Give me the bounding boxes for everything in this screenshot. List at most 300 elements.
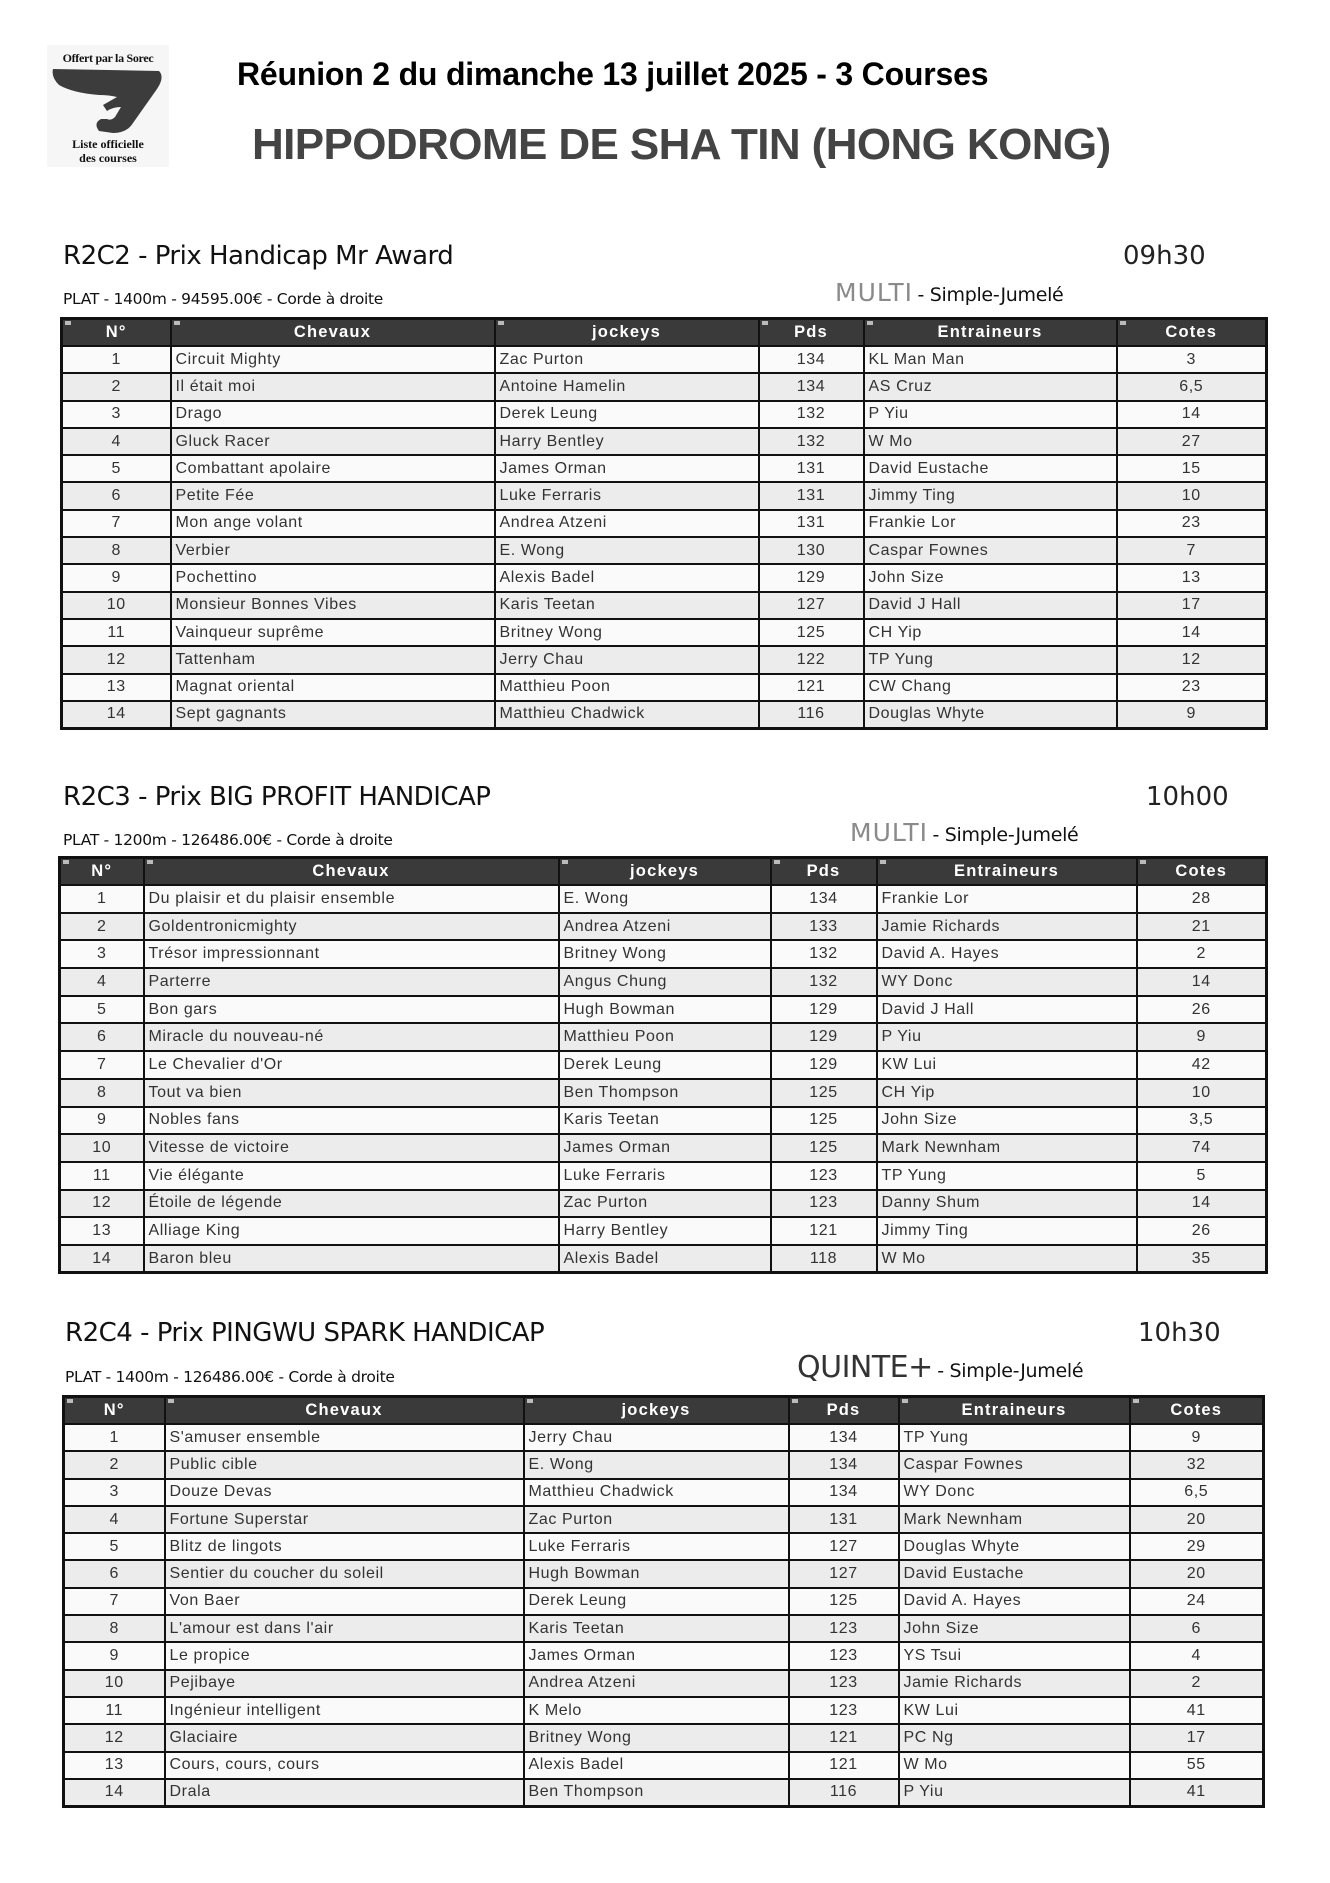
cell-horse: Cours, cours, cours [165, 1752, 524, 1779]
venue-title: HIPPODROME DE SHA TIN (HONG KONG) [252, 120, 1111, 169]
column-header-label: jockeys [621, 1401, 691, 1419]
table-row [60, 996, 1267, 1024]
table-row [64, 1752, 1264, 1779]
cell-jockey: Harry Bentley [559, 1217, 771, 1245]
cell-weight: 132 [759, 401, 864, 428]
runners-table [58, 856, 1268, 1274]
cell-weight: 132 [771, 968, 877, 996]
table-row [60, 1190, 1267, 1218]
cell-odds: 6 [1130, 1615, 1264, 1642]
cell-weight: 127 [789, 1560, 899, 1587]
cell-trainer: Jamie Richards [899, 1670, 1130, 1697]
cell-jockey: James Orman [495, 455, 759, 482]
cell-weight: 127 [789, 1533, 899, 1560]
cell-number: 8 [60, 1079, 144, 1107]
column-header-odds[interactable] [1130, 1397, 1264, 1425]
table-row [62, 701, 1267, 728]
filter-arrow-icon[interactable] [792, 1399, 798, 1403]
table-row [64, 1779, 1264, 1806]
cell-horse: Circuit Mighty [171, 346, 495, 373]
cell-number: 9 [62, 564, 171, 591]
column-header-odds[interactable] [1137, 858, 1267, 886]
cell-trainer: CH Yip [864, 619, 1117, 646]
filter-arrow-icon[interactable] [867, 321, 873, 325]
cell-jockey: Matthieu Poon [495, 674, 759, 701]
table-row [60, 885, 1267, 913]
cell-weight: 130 [759, 537, 864, 564]
column-header-label: Chevaux [312, 862, 390, 880]
cell-odds: 17 [1117, 592, 1267, 619]
cell-odds: 9 [1137, 1023, 1267, 1051]
cell-odds: 13 [1117, 564, 1267, 591]
cell-jockey: Luke Ferraris [524, 1533, 789, 1560]
bet-type: QUINTE+ [797, 1350, 933, 1385]
cell-horse: Drala [165, 1779, 524, 1806]
bet-subtypes: - Simple-Jumelé [932, 824, 1079, 846]
filter-arrow-icon[interactable] [880, 860, 886, 864]
cell-number: 12 [60, 1190, 144, 1218]
column-header-number[interactable] [62, 319, 171, 347]
cell-weight: 125 [789, 1588, 899, 1615]
cell-number: 1 [64, 1424, 165, 1451]
cell-jockey: Angus Chung [559, 968, 771, 996]
filter-arrow-icon[interactable] [527, 1399, 533, 1403]
column-header-label: Entraineurs [954, 862, 1059, 880]
cell-odds: 12 [1117, 646, 1267, 673]
cell-number: 10 [62, 592, 171, 619]
cell-weight: 123 [789, 1615, 899, 1642]
cell-trainer: KW Lui [877, 1051, 1137, 1079]
cell-weight: 134 [759, 346, 864, 373]
column-header-number[interactable] [64, 1397, 165, 1425]
column-header-label: Pds [806, 862, 841, 880]
filter-arrow-icon[interactable] [168, 1399, 174, 1403]
table-row [62, 401, 1267, 428]
cell-horse: S'amuser ensemble [165, 1424, 524, 1451]
cell-weight: 134 [789, 1451, 899, 1478]
table-row [64, 1670, 1264, 1697]
cell-horse: Baron bleu [144, 1245, 559, 1273]
cell-trainer: WY Donc [899, 1479, 1130, 1506]
cell-trainer: David Eustache [899, 1560, 1130, 1587]
cell-horse: Vitesse de victoire [144, 1134, 559, 1162]
cell-weight: 121 [759, 674, 864, 701]
cell-number: 4 [64, 1506, 165, 1533]
cell-horse: Goldentronicmighty [144, 913, 559, 941]
table-row [60, 968, 1267, 996]
cell-weight: 125 [771, 1107, 877, 1135]
cell-number: 13 [64, 1752, 165, 1779]
filter-arrow-icon[interactable] [174, 321, 180, 325]
cell-number: 4 [62, 428, 171, 455]
cell-jockey: Ben Thompson [559, 1079, 771, 1107]
cell-weight: 129 [771, 1023, 877, 1051]
table-row [62, 592, 1267, 619]
cell-jockey: Britney Wong [559, 940, 771, 968]
cell-odds: 23 [1117, 674, 1267, 701]
cell-number: 9 [60, 1107, 144, 1135]
cell-trainer: David A. Hayes [877, 940, 1137, 968]
cell-number: 6 [64, 1560, 165, 1587]
cell-horse: Monsieur Bonnes Vibes [171, 592, 495, 619]
cell-number: 14 [60, 1245, 144, 1273]
cell-jockey: Jerry Chau [495, 646, 759, 673]
cell-weight: 122 [759, 646, 864, 673]
cell-weight: 134 [759, 373, 864, 400]
cell-number: 2 [64, 1451, 165, 1478]
cell-weight: 116 [789, 1779, 899, 1806]
cell-odds: 21 [1137, 913, 1267, 941]
cell-jockey: E. Wong [495, 537, 759, 564]
column-header-horse[interactable] [171, 319, 495, 347]
cell-number: 7 [62, 510, 171, 537]
table-row [64, 1615, 1264, 1642]
cell-jockey: Matthieu Chadwick [524, 1479, 789, 1506]
cell-horse: Étoile de légende [144, 1190, 559, 1218]
cell-odds: 17 [1130, 1724, 1264, 1751]
cell-number: 12 [62, 646, 171, 673]
table-row [62, 455, 1267, 482]
cell-weight: 118 [771, 1245, 877, 1273]
race-details: PLAT - 1400m - 126486.00€ - Corde à droite [65, 1368, 395, 1386]
cell-trainer: Douglas Whyte [864, 701, 1117, 728]
filter-arrow-icon[interactable] [1140, 860, 1146, 864]
race-time: 09h30 [1123, 241, 1206, 271]
table-row [64, 1479, 1264, 1506]
cell-jockey: Andrea Atzeni [524, 1670, 789, 1697]
cell-weight: 116 [759, 701, 864, 728]
column-header-label: jockeys [630, 862, 699, 880]
cell-trainer: David A. Hayes [899, 1588, 1130, 1615]
cell-trainer: Mark Newnham [899, 1506, 1130, 1533]
cell-odds: 14 [1117, 619, 1267, 646]
cell-horse: Le propice [165, 1642, 524, 1669]
cell-trainer: Frankie Lor [864, 510, 1117, 537]
cell-jockey: Luke Ferraris [495, 482, 759, 509]
cell-horse: Sentier du coucher du soleil [165, 1560, 524, 1587]
cell-number: 6 [60, 1023, 144, 1051]
bet-type: MULTI [835, 278, 913, 307]
table-row [60, 1023, 1267, 1051]
cell-jockey: Hugh Bowman [559, 996, 771, 1024]
cell-weight: 134 [789, 1479, 899, 1506]
filter-arrow-icon[interactable] [498, 321, 504, 325]
cell-trainer: P Yiu [899, 1779, 1130, 1806]
cell-jockey: Alexis Badel [495, 564, 759, 591]
column-header-weight[interactable] [789, 1397, 899, 1425]
cell-trainer: John Size [899, 1615, 1130, 1642]
cell-trainer: Danny Shum [877, 1190, 1137, 1218]
cell-number: 2 [62, 373, 171, 400]
cell-jockey: Karis Teetan [559, 1107, 771, 1135]
cell-number: 13 [60, 1217, 144, 1245]
cell-odds: 26 [1137, 1217, 1267, 1245]
table-row [62, 428, 1267, 455]
cell-jockey: Karis Teetan [495, 592, 759, 619]
column-header-trainer[interactable] [877, 858, 1137, 886]
cell-horse: Gluck Racer [171, 428, 495, 455]
cell-jockey: Matthieu Chadwick [495, 701, 759, 728]
table-row [60, 1107, 1267, 1135]
cell-horse: Tout va bien [144, 1079, 559, 1107]
column-header-label: Chevaux [305, 1401, 383, 1419]
cell-weight: 131 [759, 455, 864, 482]
cell-trainer: W Mo [899, 1752, 1130, 1779]
race-title: R2C4 - Prix PINGWU SPARK HANDICAP [65, 1318, 545, 1348]
cell-odds: 6,5 [1117, 373, 1267, 400]
cell-odds: 3,5 [1137, 1107, 1267, 1135]
column-header-label: Pds [826, 1401, 861, 1419]
cell-number: 10 [64, 1670, 165, 1697]
filter-arrow-icon[interactable] [65, 321, 71, 325]
column-header-label: Pds [794, 323, 828, 341]
table-row [64, 1642, 1264, 1669]
cell-odds: 55 [1130, 1752, 1264, 1779]
cell-odds: 7 [1117, 537, 1267, 564]
cell-number: 6 [62, 482, 171, 509]
cell-weight: 131 [759, 510, 864, 537]
column-header-weight[interactable] [771, 858, 877, 886]
cell-weight: 123 [771, 1190, 877, 1218]
runners-table [62, 1395, 1265, 1808]
cell-odds: 15 [1117, 455, 1267, 482]
cell-trainer: CH Yip [877, 1079, 1137, 1107]
cell-odds: 26 [1137, 996, 1267, 1024]
cell-weight: 132 [759, 428, 864, 455]
cell-weight: 123 [771, 1162, 877, 1190]
cell-number: 3 [62, 401, 171, 428]
table-row [62, 619, 1267, 646]
cell-number: 11 [64, 1697, 165, 1724]
cell-number: 4 [60, 968, 144, 996]
cell-weight: 127 [759, 592, 864, 619]
table-header-row [60, 858, 1267, 886]
cell-horse: Vie élégante [144, 1162, 559, 1190]
filter-arrow-icon[interactable] [562, 860, 568, 864]
filter-arrow-icon[interactable] [63, 860, 69, 864]
cell-horse: Public cible [165, 1451, 524, 1478]
bet-info [797, 1350, 1083, 1385]
table-row [62, 646, 1267, 673]
cell-number: 13 [62, 674, 171, 701]
column-header-weight[interactable] [759, 319, 864, 347]
cell-trainer: W Mo [877, 1245, 1137, 1273]
cell-odds: 41 [1130, 1697, 1264, 1724]
race-title: R2C3 - Prix BIG PROFIT HANDICAP [63, 782, 491, 812]
cell-odds: 10 [1137, 1079, 1267, 1107]
cell-odds: 6,5 [1130, 1479, 1264, 1506]
filter-arrow-icon[interactable] [1133, 1399, 1139, 1403]
cell-number: 9 [64, 1642, 165, 1669]
column-header-label: jockeys [592, 323, 661, 341]
cell-trainer: W Mo [864, 428, 1117, 455]
cell-weight: 125 [771, 1079, 877, 1107]
table-row [60, 913, 1267, 941]
cell-jockey: James Orman [524, 1642, 789, 1669]
cell-jockey: Andrea Atzeni [495, 510, 759, 537]
table-row [64, 1560, 1264, 1587]
table-header-row [64, 1397, 1264, 1425]
cell-number: 1 [62, 346, 171, 373]
column-header-jockey[interactable] [524, 1397, 789, 1425]
cell-trainer: Jimmy Ting [877, 1217, 1137, 1245]
column-header-trainer[interactable] [899, 1397, 1130, 1425]
cell-weight: 125 [759, 619, 864, 646]
column-header-label: Entraineurs [937, 323, 1043, 341]
cell-odds: 20 [1130, 1560, 1264, 1587]
cell-weight: 131 [759, 482, 864, 509]
table-row [62, 373, 1267, 400]
cell-horse: Fortune Superstar [165, 1506, 524, 1533]
cell-horse: Pejibaye [165, 1670, 524, 1697]
race-details: PLAT - 1200m - 126486.00€ - Corde à droite [63, 831, 393, 849]
cell-horse: Douze Devas [165, 1479, 524, 1506]
column-header-number[interactable] [60, 858, 144, 886]
cell-odds: 20 [1130, 1506, 1264, 1533]
cell-weight: 131 [789, 1506, 899, 1533]
column-header-label: Cotes [1175, 862, 1228, 880]
table-row [60, 1134, 1267, 1162]
cell-number: 12 [64, 1724, 165, 1751]
filter-arrow-icon[interactable] [774, 860, 780, 864]
column-header-trainer[interactable] [864, 319, 1117, 347]
cell-trainer: TP Yung [864, 646, 1117, 673]
cell-trainer: Jimmy Ting [864, 482, 1117, 509]
cell-trainer: KW Lui [899, 1697, 1130, 1724]
column-header-jockey[interactable] [559, 858, 771, 886]
cell-number: 14 [64, 1779, 165, 1806]
cell-weight: 121 [789, 1752, 899, 1779]
logo-bottom-line-2: des courses [79, 151, 137, 165]
cell-number: 5 [60, 996, 144, 1024]
cell-odds: 24 [1130, 1588, 1264, 1615]
filter-arrow-icon[interactable] [1120, 321, 1126, 325]
cell-odds: 29 [1130, 1533, 1264, 1560]
table-row [64, 1588, 1264, 1615]
table-row [62, 510, 1267, 537]
cell-jockey: Antoine Hamelin [495, 373, 759, 400]
bet-subtypes: - Simple-Jumelé [937, 1360, 1084, 1382]
cell-trainer: Mark Newnham [877, 1134, 1137, 1162]
cell-trainer: PC Ng [899, 1724, 1130, 1751]
cell-jockey: Karis Teetan [524, 1615, 789, 1642]
bet-subtypes: - Simple-Jumelé [917, 284, 1064, 306]
cell-trainer: WY Donc [877, 968, 1137, 996]
race-time: 10h00 [1146, 782, 1229, 812]
cell-jockey: Harry Bentley [495, 428, 759, 455]
race-title: R2C2 - Prix Handicap Mr Award [63, 241, 454, 271]
table-row [60, 1051, 1267, 1079]
cell-trainer: KL Man Man [864, 346, 1117, 373]
table-row [62, 564, 1267, 591]
table-row [62, 537, 1267, 564]
filter-arrow-icon[interactable] [67, 1399, 73, 1403]
cell-weight: 121 [771, 1217, 877, 1245]
cell-number: 7 [60, 1051, 144, 1079]
cell-jockey: E. Wong [559, 885, 771, 913]
cell-trainer: David J Hall [864, 592, 1117, 619]
cell-trainer: TP Yung [877, 1162, 1137, 1190]
cell-trainer: Douglas Whyte [899, 1533, 1130, 1560]
cell-weight: 134 [771, 885, 877, 913]
cell-odds: 2 [1130, 1670, 1264, 1697]
cell-trainer: Jamie Richards [877, 913, 1137, 941]
cell-horse: Glaciaire [165, 1724, 524, 1751]
column-header-odds[interactable] [1117, 319, 1267, 347]
cell-trainer: YS Tsui [899, 1642, 1130, 1669]
horse-head-logo-icon [47, 67, 169, 137]
cell-jockey: Matthieu Poon [559, 1023, 771, 1051]
cell-horse: Bon gars [144, 996, 559, 1024]
cell-odds: 14 [1137, 968, 1267, 996]
cell-trainer: David Eustache [864, 455, 1117, 482]
table-row [62, 482, 1267, 509]
filter-arrow-icon[interactable] [902, 1399, 908, 1403]
cell-jockey: James Orman [559, 1134, 771, 1162]
cell-odds: 10 [1117, 482, 1267, 509]
cell-jockey: Alexis Badel [524, 1752, 789, 1779]
column-header-label: N° [105, 323, 127, 341]
column-header-label: Chevaux [293, 323, 372, 341]
cell-number: 8 [64, 1615, 165, 1642]
cell-odds: 9 [1117, 701, 1267, 728]
cell-weight: 129 [771, 1051, 877, 1079]
column-header-label: Cotes [1165, 323, 1218, 341]
cell-horse: Nobles fans [144, 1107, 559, 1135]
cell-trainer: John Size [877, 1107, 1137, 1135]
cell-number: 11 [60, 1162, 144, 1190]
cell-jockey: Alexis Badel [559, 1245, 771, 1273]
cell-horse: Drago [171, 401, 495, 428]
column-header-label: Cotes [1170, 1401, 1223, 1419]
bet-type: MULTI [850, 818, 928, 847]
logo-top-text: Offert par la Sorec [62, 51, 154, 65]
cell-number: 10 [60, 1134, 144, 1162]
cell-odds: 14 [1117, 401, 1267, 428]
cell-number: 3 [60, 940, 144, 968]
table-row [64, 1533, 1264, 1560]
cell-jockey: Derek Leung [495, 401, 759, 428]
cell-trainer: TP Yung [899, 1424, 1130, 1451]
cell-weight: 133 [771, 913, 877, 941]
column-header-jockey[interactable] [495, 319, 759, 347]
cell-weight: 123 [789, 1670, 899, 1697]
cell-odds: 41 [1130, 1779, 1264, 1806]
filter-arrow-icon[interactable] [147, 860, 153, 864]
table-row [64, 1724, 1264, 1751]
cell-horse: Tattenham [171, 646, 495, 673]
cell-jockey: Derek Leung [524, 1588, 789, 1615]
cell-number: 5 [62, 455, 171, 482]
cell-number: 5 [64, 1533, 165, 1560]
cell-number: 11 [62, 619, 171, 646]
column-header-horse[interactable] [144, 858, 559, 886]
cell-trainer: David J Hall [877, 996, 1137, 1024]
column-header-horse[interactable] [165, 1397, 524, 1425]
cell-jockey: Zac Purton [524, 1506, 789, 1533]
cell-horse: Vainqueur suprême [171, 619, 495, 646]
cell-horse: Blitz de lingots [165, 1533, 524, 1560]
table-row [64, 1697, 1264, 1724]
cell-horse: Ingénieur intelligent [165, 1697, 524, 1724]
column-header-label: N° [91, 862, 113, 880]
filter-arrow-icon[interactable] [762, 321, 768, 325]
cell-horse: Du plaisir et du plaisir ensemble [144, 885, 559, 913]
cell-odds: 5 [1137, 1162, 1267, 1190]
cell-jockey: Luke Ferraris [559, 1162, 771, 1190]
cell-jockey: Britney Wong [495, 619, 759, 646]
cell-horse: Miracle du nouveau-né [144, 1023, 559, 1051]
